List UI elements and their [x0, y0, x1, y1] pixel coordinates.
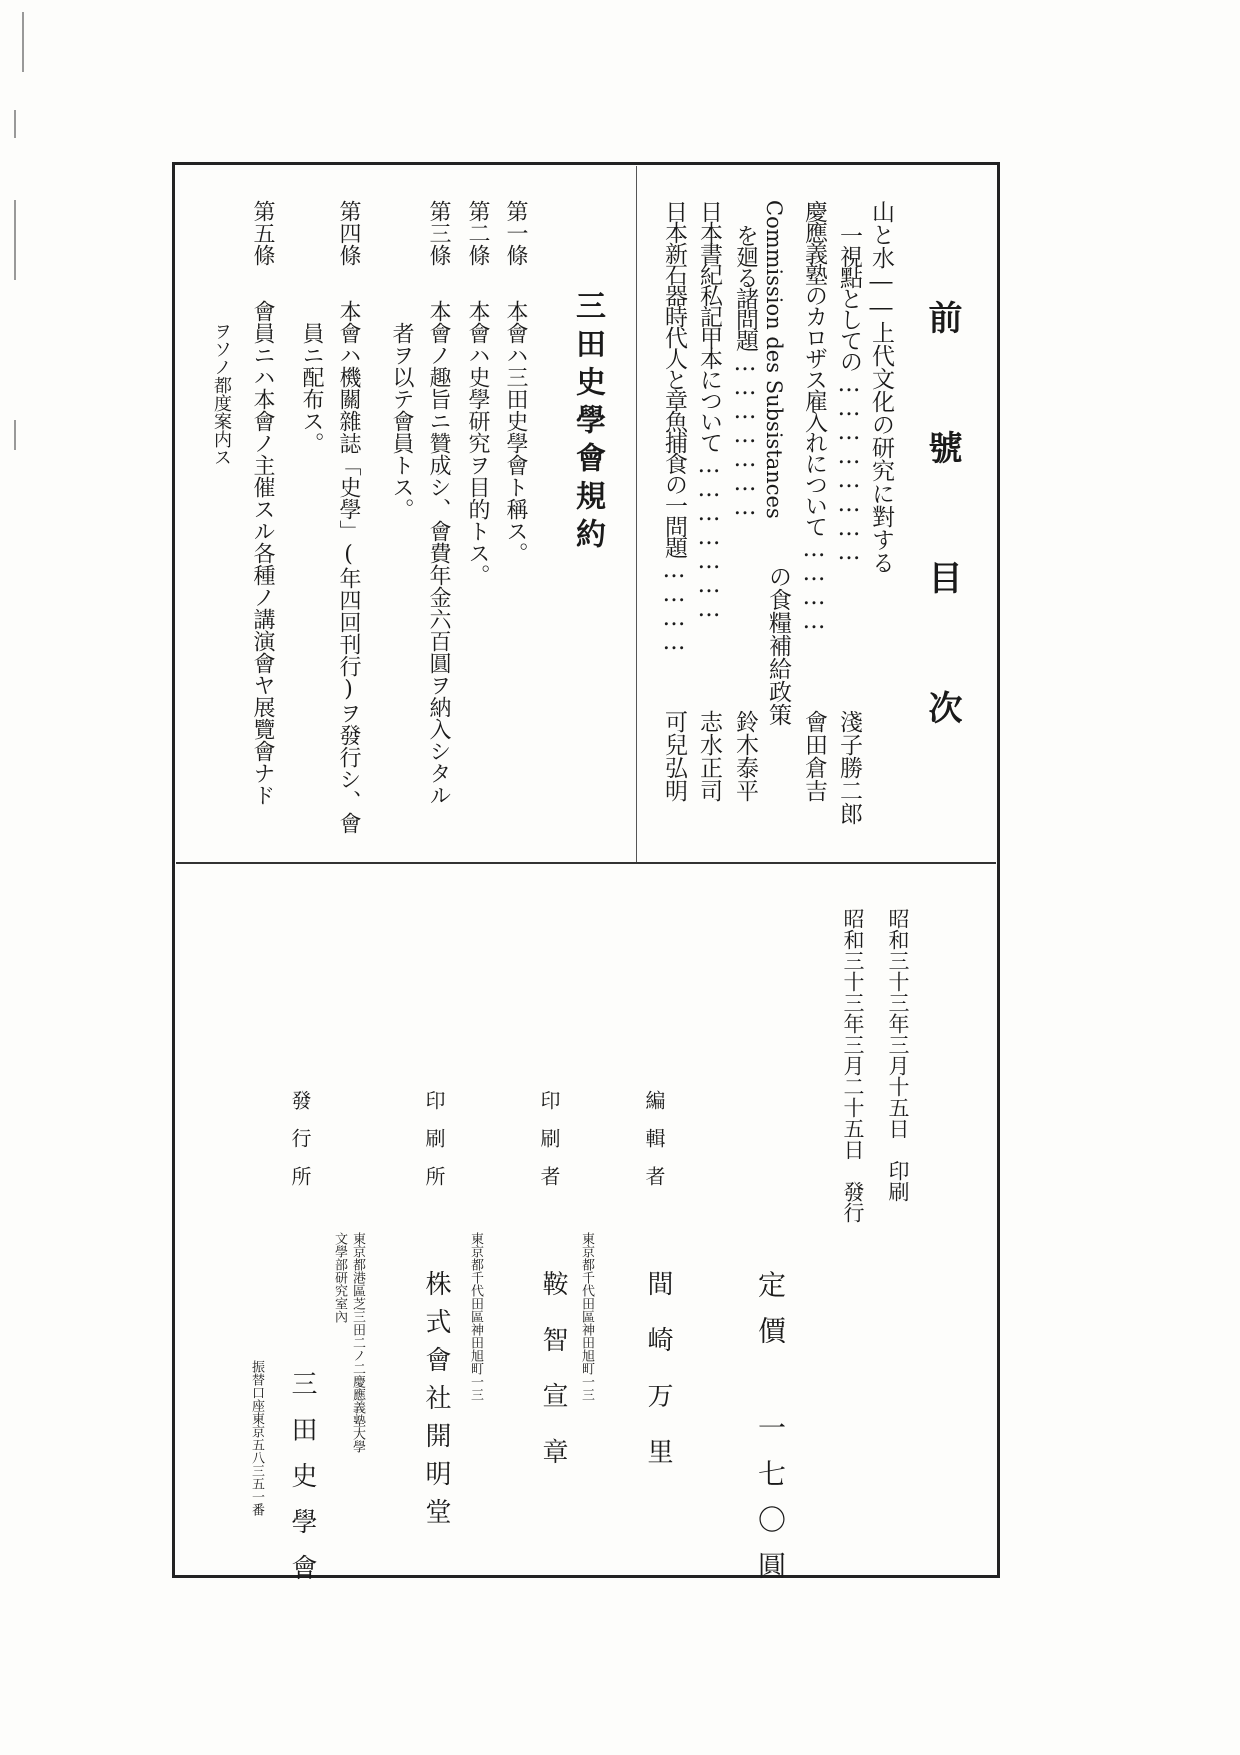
toc-entry-5-author: 可兒弘明 [661, 710, 687, 802]
publisher-label: 發行所 [288, 1090, 312, 1204]
article-2-number: 第二條 [465, 200, 490, 266]
margin-mark [14, 420, 16, 450]
printer-label: 印刷者 [537, 1090, 561, 1204]
article-1-number: 第一條 [503, 200, 528, 266]
article-5-number: 第五條 [250, 200, 275, 266]
toc-entry-2-author: 會田倉吉 [801, 710, 827, 802]
margin-mark [14, 200, 16, 280]
toc-entry-3-title-jp: の食糧補給政策 [765, 565, 791, 726]
article-5-continuation: ヲソノ都度案内ス [211, 322, 232, 466]
editor-name: 間崎万里 [643, 1270, 673, 1494]
toc-entry-1-author: 淺子勝二郎 [836, 710, 862, 825]
toc-entry-2-title: 慶應義塾のカロザス雇入れについて………… [801, 200, 827, 632]
article-4-number: 第四條 [336, 200, 361, 266]
toc-entry-1-line2: 一視點としての…………………… [836, 224, 862, 563]
article-4-continuation: 員ニ配布ス。 [299, 322, 324, 454]
toc-entry-3-line2: を廻る諸問題………………… [732, 224, 758, 518]
vertical-divider [636, 166, 637, 862]
margin-mark [22, 12, 24, 72]
toc-entry-1-line1: 山と水――上代文化の研究に對する [868, 200, 894, 574]
toc-entry-3-author: 鈴木泰平 [732, 710, 758, 802]
printer-name: 鞍智宣章 [538, 1270, 568, 1494]
horizontal-divider [176, 862, 996, 864]
article-5-text: 會員ニハ本會ノ主催スル各種ノ講演會ヤ展覽會ナド [250, 300, 275, 806]
article-3-number: 第三條 [426, 200, 451, 266]
publisher-address-line1: 東京都港區芝三田二ノ二慶應義塾大學 [350, 1232, 365, 1453]
toc-entry-3-title-latin: Commission des Subsistances [762, 200, 786, 519]
press-label: 印刷所 [422, 1090, 446, 1204]
editor-label: 編輯者 [642, 1090, 666, 1204]
publisher-address-line2: 文學部研究室內 [332, 1232, 347, 1323]
article-3-text: 本會ノ趣旨ニ贊成シ、會費年金六百圓ヲ納入シタル [426, 300, 451, 806]
printer-address: 東京都千代田區神田旭町一三 [468, 1232, 483, 1401]
margin-mark [14, 110, 16, 138]
publisher-account: 振替口座東京五八三五一番 [249, 1360, 264, 1516]
publisher-name: 三田史學會 [287, 1370, 317, 1600]
price: 定價 一七〇圓 [754, 1270, 787, 1597]
print-date: 昭和三十三年三月十五日 印刷 [886, 908, 910, 1202]
article-3-continuation: 者ヲ以テ會員トス。 [389, 322, 414, 520]
article-4-text: 本會ハ機關雜誌「史學」(年四回刊行)ヲ發行シ、會 [336, 300, 361, 834]
publication-date: 昭和三十三年三月二十五日 發行 [841, 908, 865, 1223]
article-1-text: 本會ハ三田史學會ト稱ス。 [503, 300, 528, 564]
rules-title: 三田史學會規約 [570, 290, 605, 556]
editor-address: 東京都千代田區神田旭町一三 [579, 1232, 594, 1401]
toc-entry-4-author: 志水正司 [696, 710, 722, 802]
toc-entry-4-title: 日本書紀私記甲本について………………… [696, 200, 722, 620]
toc-title: 前 號 目 次 [922, 300, 962, 752]
press-name: 株式會社開明堂 [421, 1270, 451, 1536]
article-2-text: 本會ハ史學研究ヲ目的トス。 [465, 300, 490, 586]
toc-entry-5-title: 日本新石器時代人と章魚捕食の一問題………… [661, 200, 687, 653]
